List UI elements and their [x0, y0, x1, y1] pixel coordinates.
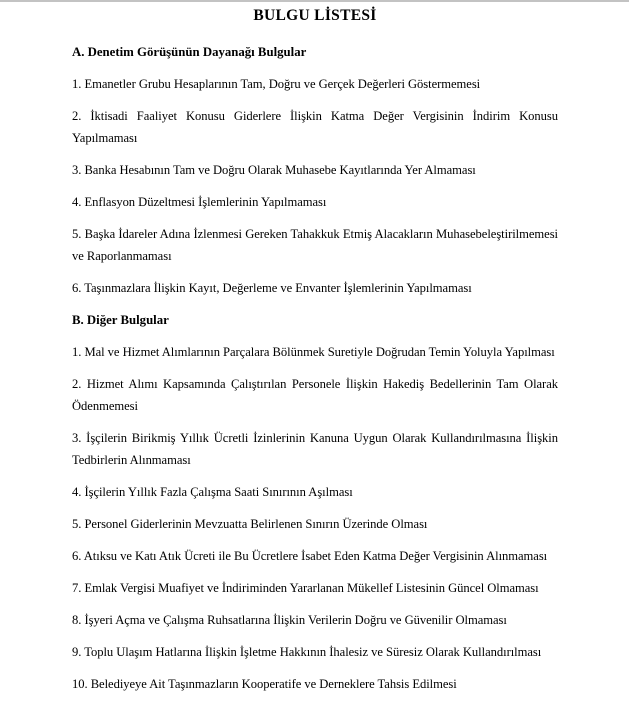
finding-a-2: 2. İktisadi Faaliyet Konusu Giderlere İlişkin Katma Değer Vergisinin İndirim Konusu Yapılmaması	[72, 109, 558, 145]
finding-b-6: 6. Atıksu ve Katı Atık Ücreti ile Bu Ücretlere İsabet Eden Katma Değer Vergisinin Alınmaması	[72, 549, 548, 563]
section-a-heading: A. Denetim Görüşünün Dayanağı Bulgular	[72, 45, 307, 59]
page-title: BULGU LİSTESİ	[253, 7, 377, 24]
finding-b-10: 10. Belediyeye Ait Taşınmazların Kooperatife ve Derneklere Tahsis Edilmesi	[72, 677, 457, 691]
finding-a-4: 4. Enflasyon Düzeltmesi İşlemlerinin Yapılmaması	[72, 195, 327, 209]
finding-a-3: 3. Banka Hesabının Tam ve Doğru Olarak Muhasebe Kayıtlarında Yer Almaması	[72, 163, 476, 177]
finding-b-5: 5. Personel Giderlerinin Mevzuatta Belirlenen Sınırın Üzerinde Olması	[72, 517, 428, 531]
finding-a-5: 5. Başka İdareler Adına İzlenmesi Gereken Tahakkuk Etmiş Alacakların Muhasebeleştirilmemesi ve Raporlanmaması	[72, 227, 558, 263]
page-edge-divider	[0, 0, 629, 2]
finding-b-7: 7. Emlak Vergisi Muafiyet ve İndiriminden Yararlanan Mükellef Listesinin Güncel Olmaması	[72, 581, 539, 595]
finding-b-8: 8. İşyeri Açma ve Çalışma Ruhsatlarına İlişkin Verilerin Doğru ve Güvenilir Olmaması	[72, 613, 507, 627]
finding-a-1: 1. Emanetler Grubu Hesaplarının Tam, Doğru ve Gerçek Değerleri Göstermemesi	[72, 77, 481, 91]
finding-b-2: 2. Hizmet Alımı Kapsamında Çalıştırılan Personele İlişkin Hakediş Bedellerinin Tam Olarak Ödenmemesi	[72, 377, 558, 413]
section-b-heading: B. Diğer Bulgular	[72, 313, 169, 327]
finding-b-1: 1. Mal ve Hizmet Alımlarının Parçalara Bölünmek Suretiyle Doğrudan Temin Yoluyla Yapılması	[72, 345, 555, 359]
finding-b-3: 3. İşçilerin Birikmiş Yıllık Ücretli İzinlerinin Kanuna Uygun Olarak Kullandırılmasına İlişkin Tedbirlerin Alınmaması	[72, 431, 558, 467]
finding-b-9: 9. Toplu Ulaşım Hatlarına İlişkin İşletme Hakkının İhalesiz ve Süresiz Olarak Kullandırılması	[72, 645, 542, 659]
finding-a-6: 6. Taşınmazlara İlişkin Kayıt, Değerleme ve Envanter İşlemlerinin Yapılmaması	[72, 281, 472, 295]
finding-b-4: 4. İşçilerin Yıllık Fazla Çalışma Saati Sınırının Aşılması	[72, 485, 353, 499]
